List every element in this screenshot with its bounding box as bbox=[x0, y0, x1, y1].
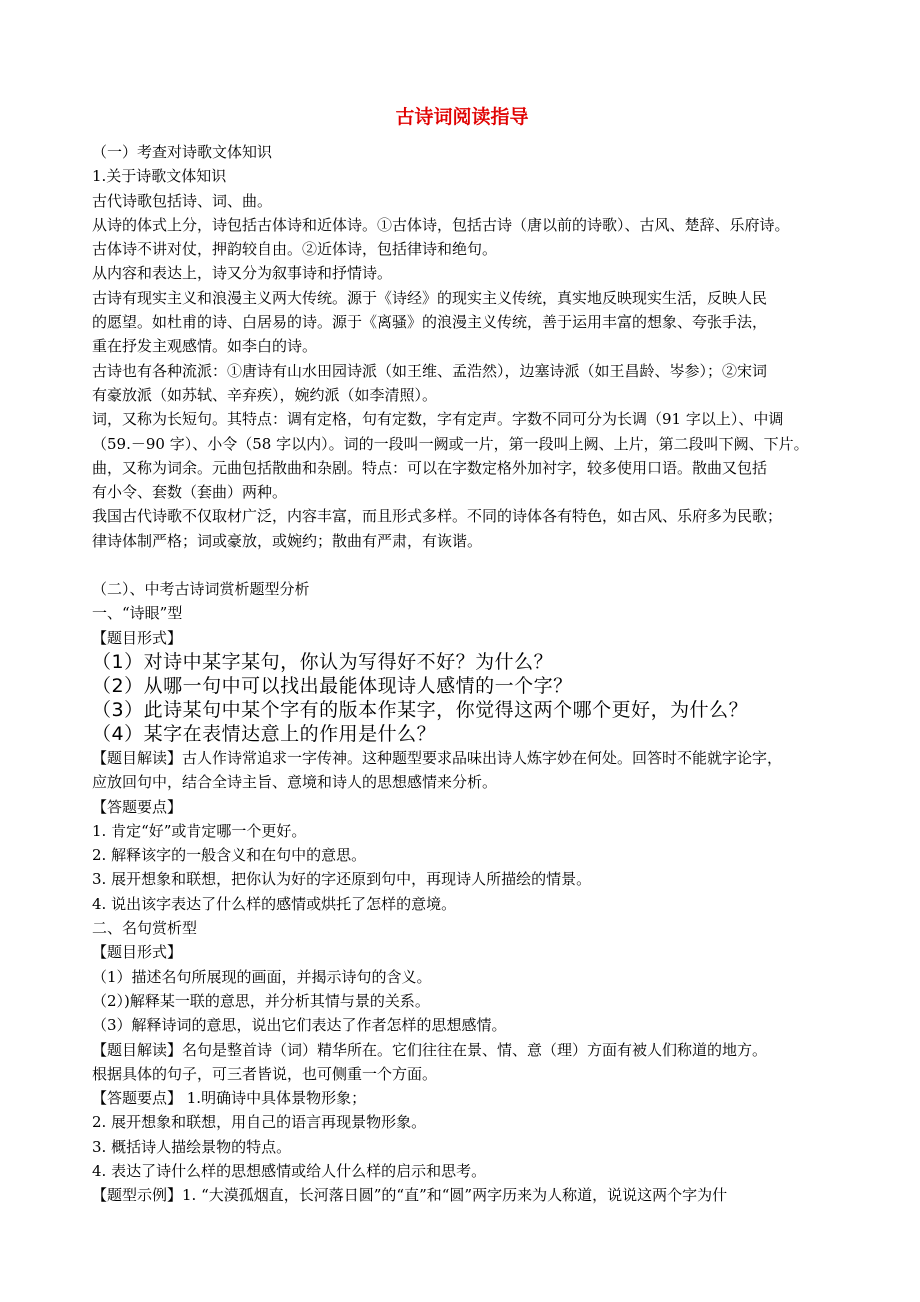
paragraph: 词，又称为长短句。其特点：调有定格，句有定数，字有定声。字数不同可分为长调（91 字以上）、中调 bbox=[92, 410, 784, 429]
paragraph: 古体诗不讲对仗，押韵较自由。②近体诗，包括律诗和绝句。 bbox=[92, 240, 498, 259]
section2-heading: （二）、中考古诗词赏析题型分析 bbox=[92, 580, 310, 599]
paragraph: 古诗也有各种流派：①唐诗有山水田园诗派（如王维、孟浩然），边塞诗派（如王昌龄、岑参）；②宋词 bbox=[92, 361, 768, 380]
type2-question: （3）解释诗词的意思，说出它们表达了作者怎样的思想感情。 bbox=[92, 1016, 507, 1035]
type2-point: 2. 展开想象和联想，用自己的语言再现景物形象。 bbox=[92, 1113, 427, 1132]
type1-question: （3）此诗某句中某个字有的版本作某字，你觉得这两个哪个更好，为什么？ bbox=[92, 698, 749, 721]
type1-point: 3. 展开想象和联想，把你认为好的字还原到句中，再现诗人所描绘的情景。 bbox=[92, 870, 592, 889]
paragraph: 律诗体制严格；词或豪放，或婉约；散曲有严肃，有诙谐。 bbox=[92, 531, 483, 550]
document-page bbox=[92, 100, 832, 1208]
paragraph: 我国古代诗歌不仅取材广泛，内容丰富，而且形式多样。不同的诗体各有特色，如古风、乐府多为民歌； bbox=[92, 507, 783, 526]
paragraph: 有豪放派（如苏轼、辛弃疾），婉约派（如李清照）。 bbox=[92, 385, 438, 404]
type1-question: （1）对诗中某字某句，你认为写得好不好？为什么？ bbox=[92, 650, 554, 673]
paragraph: 曲，又称为词余。元曲包括散曲和杂剧。特点：可以在字数定格外加衬字，较多使用口语。散曲又包括 bbox=[92, 458, 768, 477]
paragraph: 古代诗歌包括诗、词、曲。 bbox=[92, 191, 273, 210]
paragraph: 的愿望。如杜甫的诗、白居易的诗。源于《离骚》的浪漫主义传统，善于运用丰富的想象、夸张手法， bbox=[92, 313, 768, 332]
type1-heading: 一、“诗眼”型 bbox=[92, 604, 183, 623]
type2-explain: 根据具体的句子，可三者皆说，也可侧重一个方面。 bbox=[92, 1064, 438, 1083]
type2-point: 4. 表达了诗什么样的思想感情或给人什么样的启示和思考。 bbox=[92, 1161, 487, 1180]
type2-question: （2）)解释某一联的意思，并分析其情与景的关系。 bbox=[92, 991, 430, 1010]
type2-point: 3. 概括诗人描绘景物的特点。 bbox=[92, 1137, 292, 1156]
type2-heading: 二、名句赏析型 bbox=[92, 919, 198, 938]
type2-points-line: 【答题要点】 1.明确诗中具体景物形象； bbox=[92, 1089, 367, 1108]
type1-question: （4）某字在表情达意上的作用是什么？ bbox=[92, 722, 437, 745]
type2-form-label: 【题目形式】 bbox=[92, 943, 183, 962]
paragraph: 从内容和表达上，诗又分为叙事诗和抒情诗。 bbox=[92, 264, 393, 283]
type2-explain: 【题目解读】名句是整首诗（词）精华所在。它们往往在景、情、意（理）方面有被人们称道的地方。 bbox=[92, 1040, 768, 1059]
type1-point: 4. 说出该字表达了什么样的感情或烘托了怎样的意境。 bbox=[92, 894, 457, 913]
section1-subheading: 1.关于诗歌文体知识 bbox=[92, 167, 227, 186]
section1-heading: （一）考查对诗歌文体知识 bbox=[92, 143, 273, 161]
type2-question: （1）描述名句所展现的画面，并揭示诗句的含义。 bbox=[92, 967, 432, 986]
type1-explain: 【题目解读】古人作诗常追求一字传神。这种题型要求品味出诗人炼字妙在何处。回答时不能就字论字， bbox=[92, 748, 783, 767]
type1-point: 1. 肯定“好”或肯定哪一个更好。 bbox=[92, 821, 307, 840]
paragraph: 古诗有现实主义和浪漫主义两大传统。源于《诗经》的现实主义传统，真实地反映现实生活，反映人民 bbox=[92, 288, 768, 307]
type2-example: 【题型示例】1. “大漠孤烟直，长河落日圆”的“直”和“圆”两字历来为人称道，说说这两个字为什 bbox=[92, 1186, 728, 1205]
type1-explain: 应放回句中，结合全诗主旨、意境和诗人的思想感情来分析。 bbox=[92, 773, 498, 792]
paragraph: 有小令、套数（套曲）两种。 bbox=[92, 483, 288, 502]
type1-form-label: 【题目形式】 bbox=[92, 628, 183, 647]
type1-point: 2. 解释该字的一般含义和在句中的意思。 bbox=[92, 846, 367, 865]
paragraph: （59.－90 字）、小令（58 字以内）。词的一段叫一阙或一片，第一段叫上阙、上片，第二段叫下阙、下片。 bbox=[92, 434, 809, 453]
paragraph: 从诗的体式上分，诗包括古体诗和近体诗。①古体诗，包括古诗（唐以前的诗歌）、古风、楚辞、乐府诗。 bbox=[92, 215, 790, 234]
page-title: 古诗词阅读指导 bbox=[395, 106, 529, 128]
paragraph: 重在抒发主观感情。如李白的诗。 bbox=[92, 337, 318, 356]
type1-points-label: 【答题要点】 bbox=[92, 797, 183, 816]
type1-question: （2）从哪一句中可以找出最能体现诗人感情的一个字？ bbox=[92, 674, 573, 697]
spacer bbox=[92, 553, 832, 577]
